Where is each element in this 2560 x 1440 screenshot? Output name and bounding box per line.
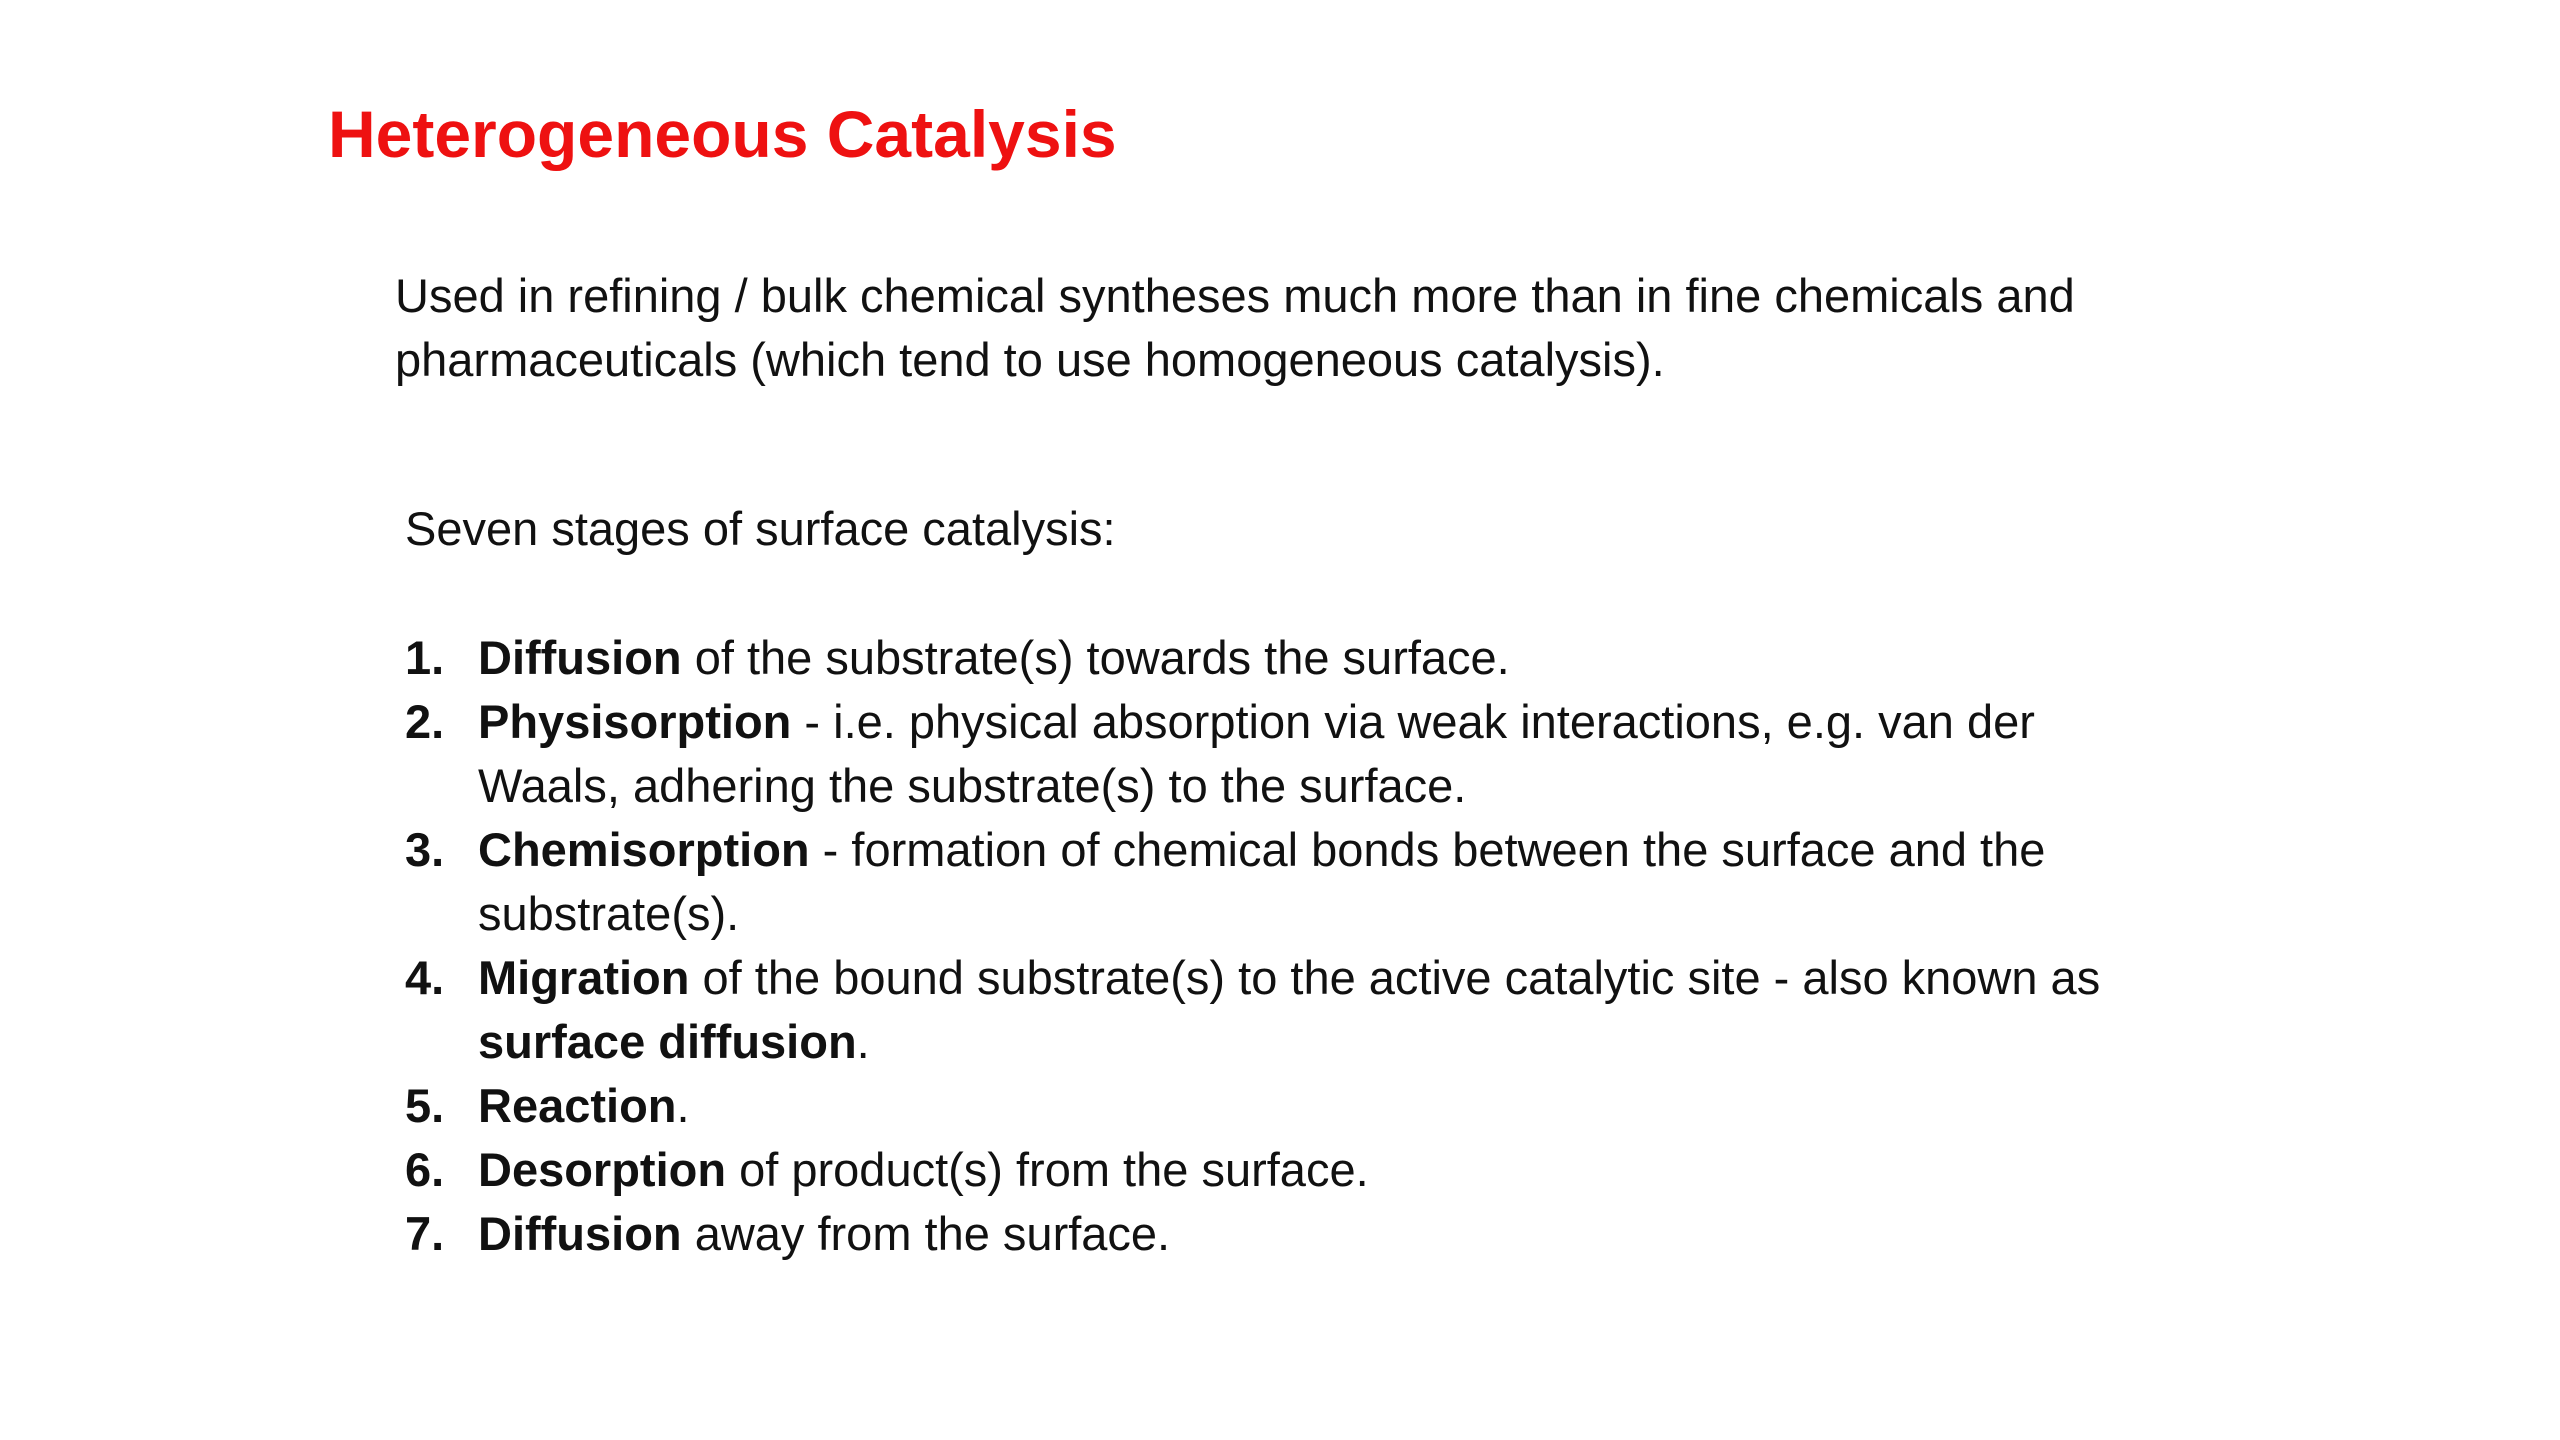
stage-number: 7. xyxy=(405,1207,445,1260)
intro-paragraph: Used in refining / bulk chemical syntheses much more than in fine chemicals and pharmaceuticals (which tend to use homogeneous catalysis). xyxy=(395,269,2075,386)
stage-term: Migration xyxy=(478,951,690,1004)
stage-term: Physisorption xyxy=(478,695,792,748)
stage-number: 5. xyxy=(405,1079,445,1132)
stage-item-6 xyxy=(405,1138,2165,1202)
stage-item-5 xyxy=(405,1074,2165,1138)
stage-item-1 xyxy=(405,626,2165,690)
stage-text: - i.e. physical absorption via weak interactions, e.g. van der Waals, adhering the substrate(s) to the surface. xyxy=(478,695,2035,812)
stage-term: Reaction xyxy=(478,1079,677,1132)
stage-term-secondary: surface diffusion xyxy=(478,1015,857,1068)
stage-item-4 xyxy=(405,946,2165,1074)
stage-term: Diffusion xyxy=(478,631,682,684)
stages-heading: Seven stages of surface catalysis: xyxy=(405,502,1116,555)
stage-number: 3. xyxy=(405,823,445,876)
stage-term: Diffusion xyxy=(478,1207,682,1260)
stage-term: Desorption xyxy=(478,1143,727,1196)
stage-text: of the substrate(s) towards the surface. xyxy=(681,631,1510,684)
stage-text: - formation of chemical bonds between the surface and the substrate(s). xyxy=(478,823,2046,940)
stages-list xyxy=(405,626,2165,1266)
stage-term: Chemisorption xyxy=(478,823,810,876)
stage-text: of the bound substrate(s) to the active catalytic site - also known as xyxy=(689,951,2101,1004)
stage-number: 4. xyxy=(405,951,445,1004)
stage-item-3 xyxy=(405,818,2165,946)
stage-number: 6. xyxy=(405,1143,445,1196)
stage-text: of product(s) from the surface. xyxy=(726,1143,1369,1196)
stage-item-7 xyxy=(405,1202,2165,1266)
slide-title: Heterogeneous Catalysis xyxy=(328,97,1117,171)
stage-text: away from the surface. xyxy=(681,1207,1171,1260)
stage-number: 2. xyxy=(405,695,445,748)
stage-text: . xyxy=(676,1079,690,1132)
stage-number: 1. xyxy=(405,631,445,684)
stage-text-secondary: . xyxy=(856,1015,870,1068)
stage-item-2 xyxy=(405,690,2165,818)
